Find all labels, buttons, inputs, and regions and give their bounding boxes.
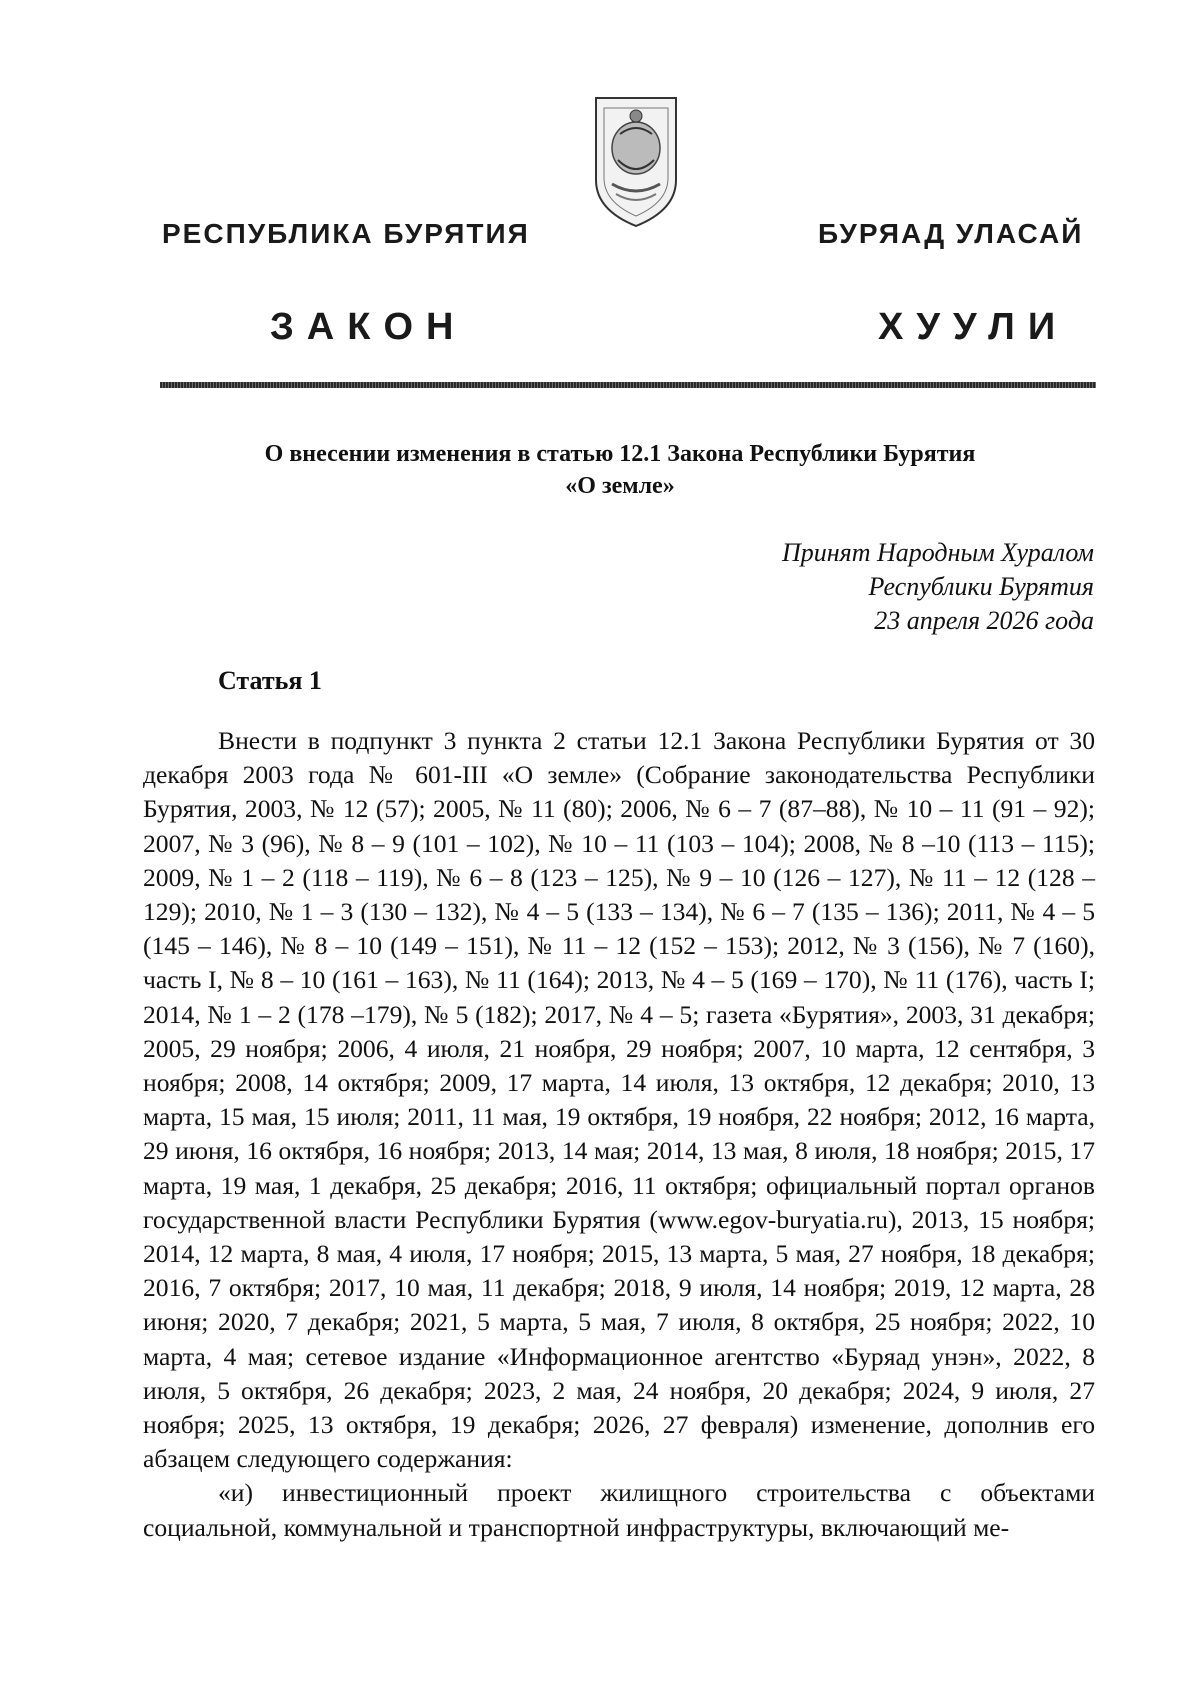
article-body <box>143 724 1095 1545</box>
article-heading: Статья 1 <box>218 666 322 695</box>
law-title <box>140 438 1100 502</box>
adoption-date: 23 апреля 2026 года <box>874 606 1094 635</box>
article-paragraph: «и) инвестиционный проект жилищного строительства с объектами социальной, коммунальной и транспортной инфраструктуры, включающий ме- <box>143 1478 1095 1542</box>
law-title-line-1: О внесении изменения в статью 12.1 Закона Республики Бурятия <box>264 441 976 467</box>
adoption-note-line-1: Принят Народным Хуралом <box>781 538 1094 567</box>
article-paragraph: Внести в подпункт 3 пункта 2 статьи 12.1 Закона Республики Бурятия от 30 декабря 2003 года № 601-III «О земле» (Собрание законодательства Республики Бурятия, 2003, № 12 (57); 2005, № 11 (80); 2006, № 6 – 7 (87–88), № 10 – 11 (91 – 92); 2007, № 3 (96), № 8 – 9 (101 – 102), № 10 – 11 (103 – 104); 2008, № 8 –10 (113 – 115); 2009, № 1 – 2 (118 – 119), № 6 – 8 (123 – 125), № 9 – 10 (126 – 127), № 11 – 12 (128 – 129); 2010, № 1 – 3 (130 – 132), № 4 – 5 (133 – 134), № 6 – 7 (135 – 136); 2011, № 4 – 5 (145 – 146), № 8 – 10 (149 – 151), № 11 – 12 (152 – 153); 2012, № 3 (156), № 7 (160), часть I, № 8 – 10 (161 – 163), № 11 (164); 2013, № 4 – 5 (169 – 170), № 11 (176), часть I; 2014, № 1 – 2 (178 –179), № 5 (182); 2017, № 4 – 5; газета «Бурятия», 2003, 31 декабря; 2005, 29 ноября; 2006, 4 июля, 21 ноября, 29 ноября; 2007, 10 марта, 12 сентября, 3 ноября; 2008, 14 октября; 2009, 17 марта, 14 июля, 13 октября, 12 декабря; 2010, 13 марта, 15 мая, 15 июля; 2011, 11 мая, 19 октября, 19 ноября, 22 ноября; 2012, 16 марта, 29 июня, 16 октября, 16 ноября; 2013, 14 мая; 2014, 13 мая, 8 июля, 18 ноября; 2015, 17 марта, 19 мая, 1 декабря, 25 декабря; 2016, 11 октября; официальный портал органов государственной власти Республики Бурятия (www.egov-buryatia.ru), 2013, 15 ноября; 2014, 12 марта, 8 мая, 4 июля, 17 ноября; 2015, 13 марта, 5 мая, 27 ноября, 18 декабря; 2016, 7 октября; 2017, 10 мая, 11 декабря; 2018, 9 июля, 14 ноября; 2019, 12 марта, 28 июня; 2020, 7 декабря; 2021, 5 марта, 5 мая, 7 июля, 8 октября, 25 ноября; 2022, 10 марта, 4 мая; сетевое издание «Информационное агентство «Буряад унэн», 2022, 8 июля, 5 октября, 26 декабря; 2023, 2 мая, 24 ноября, 20 декабря; 2024, 9 июля, 27 ноября; 2025, 13 октября, 19 декабря; 2026, 27 февраля) изменение, дополнив его абзацем следующего содержания: <box>143 726 1095 1474</box>
law-title-line-2: «О земле» <box>565 473 675 499</box>
law-label-buryat: ХУУЛИ <box>878 306 1069 348</box>
adoption-note <box>782 536 1094 638</box>
republic-name-russian: РЕСПУБЛИКА БУРЯТИЯ <box>162 218 530 249</box>
header-divider <box>160 382 1096 388</box>
adoption-note-line-2: Республики Бурятия <box>868 572 1094 601</box>
law-label-russian: ЗАКОН <box>270 306 467 348</box>
republic-name-buryat: БУРЯАД УЛАСАЙ <box>818 218 1084 249</box>
coat-of-arms-icon <box>592 94 680 230</box>
